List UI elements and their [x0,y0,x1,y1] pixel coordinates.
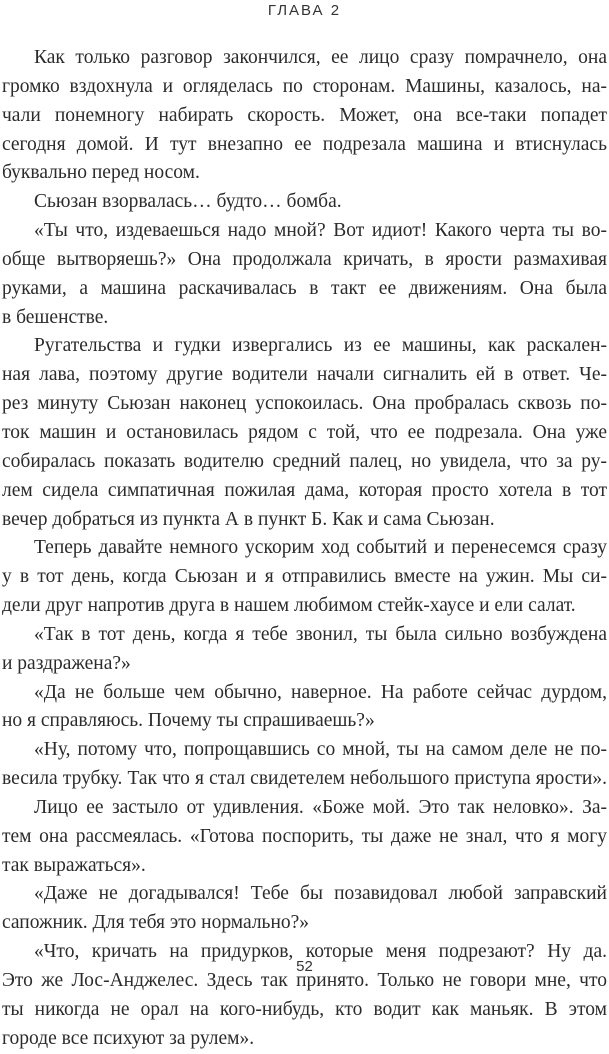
text-line: у в тот день, когда Сьюзан и я отправились вместе на ужин. Мы си- [2,566,607,588]
paragraph-5 [2,534,607,621]
text-line: собиралась показать водителю средний палец, но увидела, что за ру- [2,450,607,472]
paragraph-7 [2,679,607,737]
text-line: Ругательства и гудки извергались из ее машины, как раскален- [34,335,607,357]
text-line: чали понемногу набирать скорость. Может, она все-таки попадет [2,104,607,126]
text-line: Как только разговор закончился, ее лицо сразу помрачнело, она [34,47,607,68]
text-line: ная лава, поэтому другие водители начали сигналить ей в ответ. Че- [2,364,607,386]
text-line: так выражаться». [2,854,146,876]
text-line: «Так в тот день, когда я тебе звонил, ты была сильно возбуждена [34,623,607,645]
paragraph-6 [2,621,607,679]
paragraph-10 [2,880,607,938]
paragraph-1 [2,44,607,188]
text-line: сегодня домой. И тут внезапно ее подрезала машина и втиснулась [2,133,607,155]
text-line: сапожник. Для тебя это нормально?» [2,912,310,934]
text-line: дели друг напротив друга в нашем любимом стейк-хаусе и ели салат. [2,595,576,617]
text-line: весила трубку. Так что я стал свидетелем небольшого приступа ярости». [2,768,607,790]
page-number: 52 [296,958,313,975]
text-line: Сьюзан взорвалась… будто… бомба. [34,191,342,213]
paragraph-9 [2,794,607,881]
text-line: «Да не больше чем обычно, наверное. На работе сейчас дурдом, [34,681,607,703]
text-line: «Даже не догадывался! Тебе бы позавидовал любой заправский [34,883,607,905]
text-line: громко вздохнула и огляделась по сторонам. Машины, казалось, на- [2,75,607,97]
text-line: Это же Лос-Анджелес. Здесь так принято. Только не говори мне, что [2,970,607,991]
text-line: Лицо ее застыло от удивления. «Боже мой. Это так неловко». За- [34,796,607,818]
paragraph-4 [2,332,607,534]
running-header-chapter: ГЛАВА 2 [267,2,342,19]
text-line: «Ты что, издеваешься надо мной? Вот идиот! Какого черта ты во- [34,220,607,242]
text-line: лем сидела симпатичная пожилая дама, которая просто хотела в тот [2,479,607,501]
text-line: в бешенстве. [2,306,109,328]
paragraph-8 [2,736,607,794]
text-line: обще вытворяешь?» Она продолжала кричать, в ярости размахивая [2,248,607,270]
text-line: но я справляюсь. Почему ты спрашиваешь?» [2,710,375,732]
text-line: «Что, кричать на придурков, которые меня подрезают? Ну да. [34,941,607,963]
text-line: ток машин и остановилась рядом с той, что ее подрезала. Она уже [2,421,607,443]
text-line: буквально перед носом. [2,162,200,184]
text-line: вечер добраться из пункта А в пункт Б. Как и сама Сьюзан. [2,508,495,530]
text-line: городе все психуют за рулем». [2,1027,255,1049]
text-line: «Ну, потому что, попрощавшись со мной, ты на самом деле не по- [34,739,607,761]
text-line: ты никогда не орал на кого-нибудь, кто водит как маньяк. В этом [2,998,607,1020]
text-line: и раздражена?» [2,652,131,674]
paragraph-3 [2,217,607,332]
text-line: тем она рассмеялась. «Готова поспорить, ты даже не знал, что я могу [2,825,607,847]
text-line: рез минуту Сьюзан наконец успокоилась. Она пробралась сквозь по- [2,393,607,415]
paragraph-2 [2,188,607,217]
body-text [2,44,607,1054]
text-line: Теперь давайте немного ускорим ход событий и перенесемся сразу [34,537,607,559]
text-line: руками, а машина раскачивалась в такт ее движениям. Она была [2,277,607,299]
paragraph-11 [2,938,607,1053]
